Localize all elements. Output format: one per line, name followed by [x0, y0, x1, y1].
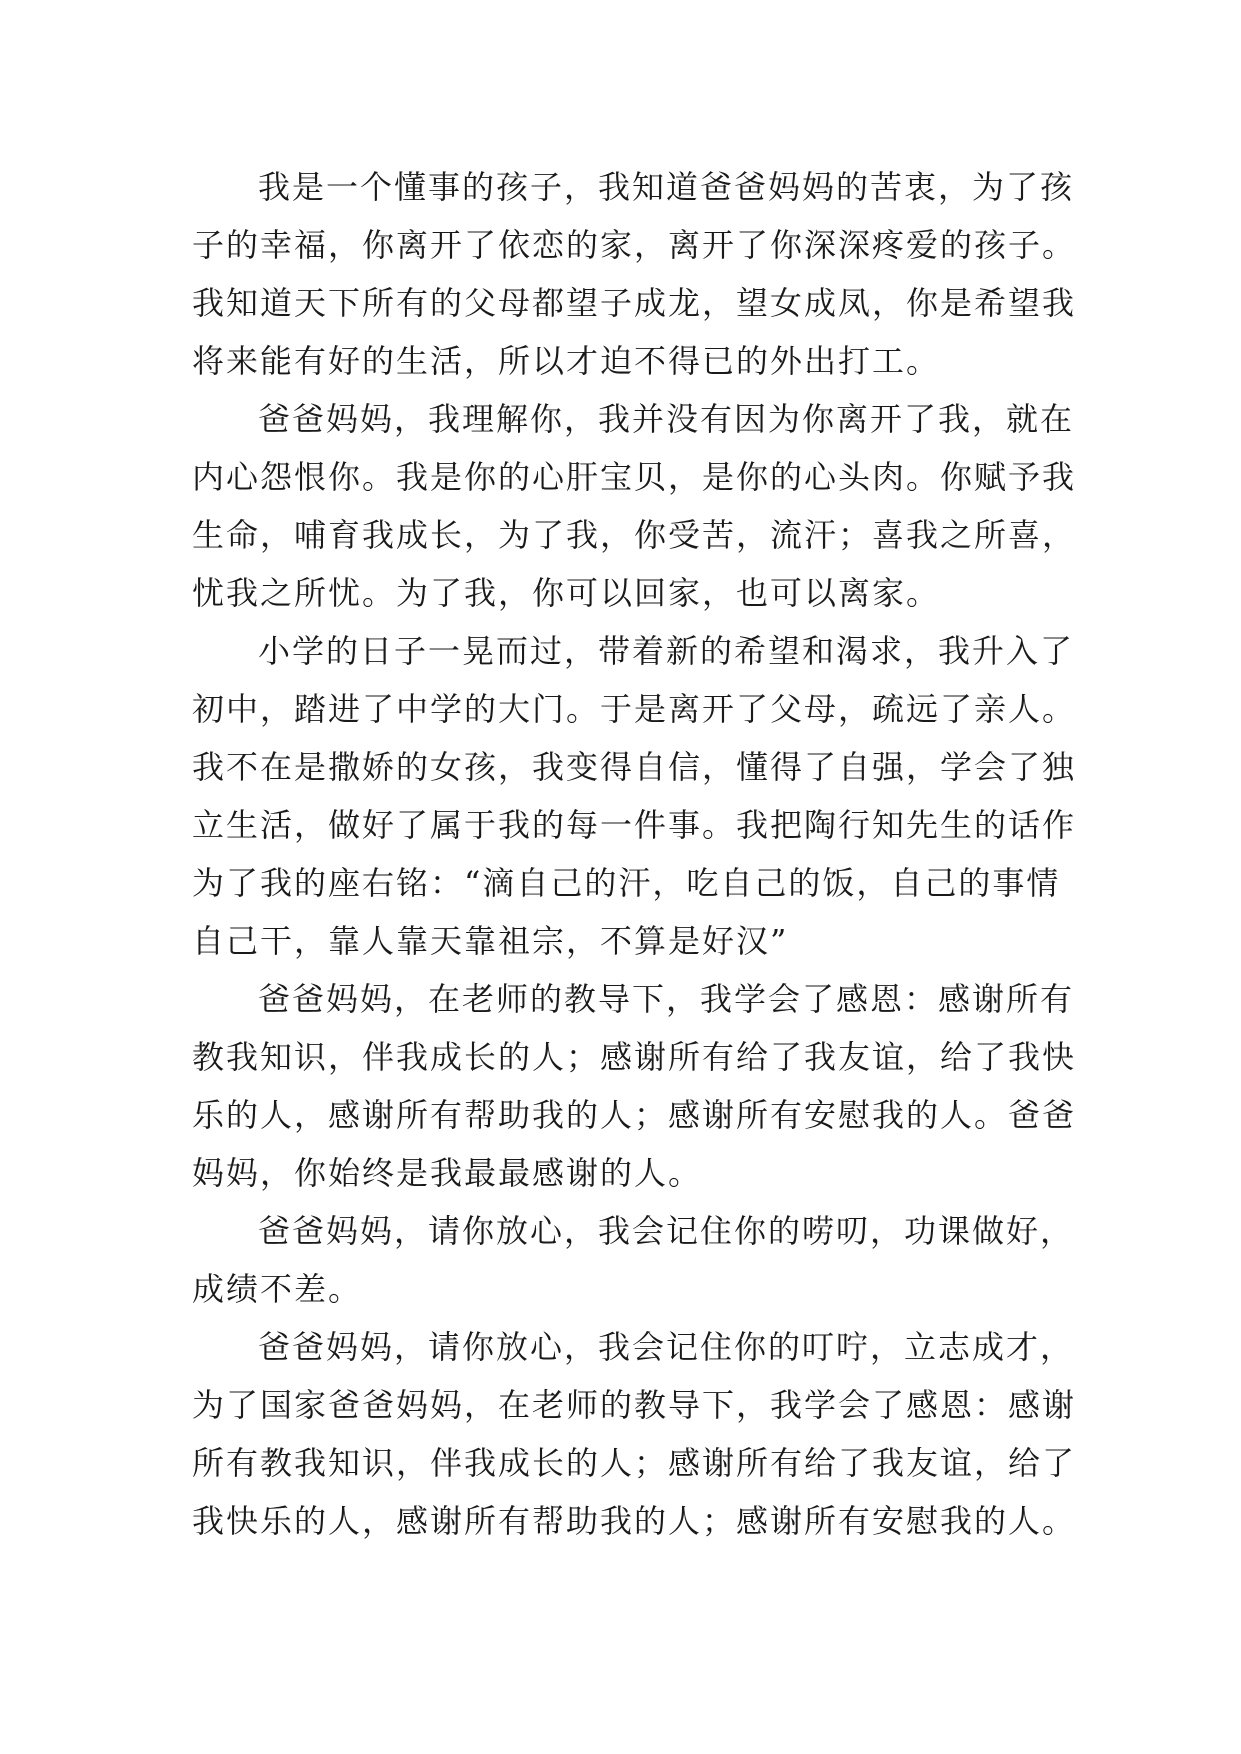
text-line: 子的幸福，你离开了依恋的家，离开了你深深疼爱的孩子。	[192, 226, 1077, 264]
text-line: 我不在是撒娇的女孩，我变得自信，懂得了自强，学会了独	[192, 748, 1077, 786]
paragraph	[192, 1318, 1082, 1550]
text-line: 我快乐的人，感谢所有帮助我的人；感谢所有安慰我的人。	[192, 1502, 1077, 1540]
text-line: 内心怨恨你。我是你的心肝宝贝，是你的心头肉。你赋予我	[192, 458, 1077, 496]
paragraph	[192, 1202, 1082, 1318]
text-line: 妈妈，你始终是我最最感谢的人。	[192, 1154, 703, 1192]
text-line: 我是一个懂事的孩子，我知道爸爸妈妈的苦衷，为了孩	[258, 168, 1075, 206]
text-line: 爸爸妈妈，我理解你，我并没有因为你离开了我，就在	[258, 400, 1075, 438]
text-line: 为了国家爸爸妈妈，在老师的教导下，我学会了感恩：感谢	[192, 1386, 1077, 1424]
text-line: 立生活，做好了属于我的每一件事。我把陶行知先生的话作	[192, 806, 1077, 844]
text-line: 我知道天下所有的父母都望子成龙，望女成凤，你是希望我	[192, 284, 1077, 322]
text-line: 乐的人，感谢所有帮助我的人；感谢所有安慰我的人。爸爸	[192, 1096, 1077, 1134]
text-line: 爸爸妈妈，在老师的教导下，我学会了感恩：感谢所有	[258, 980, 1075, 1018]
paragraph	[192, 622, 1082, 970]
text-line: 将来能有好的生活，所以才迫不得已的外出打工。	[192, 342, 941, 380]
text-line: 初中，踏进了中学的大门。于是离开了父母，疏远了亲人。	[192, 690, 1077, 728]
text-line: 成绩不差。	[192, 1270, 363, 1308]
text-line: 生命，哺育我成长，为了我，你受苦，流汗；喜我之所喜，	[192, 516, 1077, 554]
text-line: 教我知识，伴我成长的人；感谢所有给了我友谊，给了我快	[192, 1038, 1077, 1076]
text-line: 为了我的座右铭：“滴自己的汗，吃自己的饭，自己的事情	[192, 864, 1061, 902]
text-line: 忧我之所忧。为了我，你可以回家，也可以离家。	[192, 574, 941, 612]
paragraph	[192, 970, 1082, 1202]
text-line: 爸爸妈妈，请你放心，我会记住你的叮咛，立志成才，	[258, 1328, 1075, 1366]
text-line: 爸爸妈妈，请你放心，我会记住你的唠叨，功课做好，	[258, 1212, 1075, 1250]
text-line: 自己干，靠人靠天靠祖宗，不算是好汉”	[192, 922, 789, 960]
document-body	[192, 158, 1082, 1550]
text-line: 小学的日子一晃而过，带着新的希望和渴求，我升入了	[258, 632, 1075, 670]
paragraph	[192, 158, 1082, 390]
paragraph	[192, 390, 1082, 622]
text-line: 所有教我知识，伴我成长的人；感谢所有给了我友谊，给了	[192, 1444, 1077, 1482]
